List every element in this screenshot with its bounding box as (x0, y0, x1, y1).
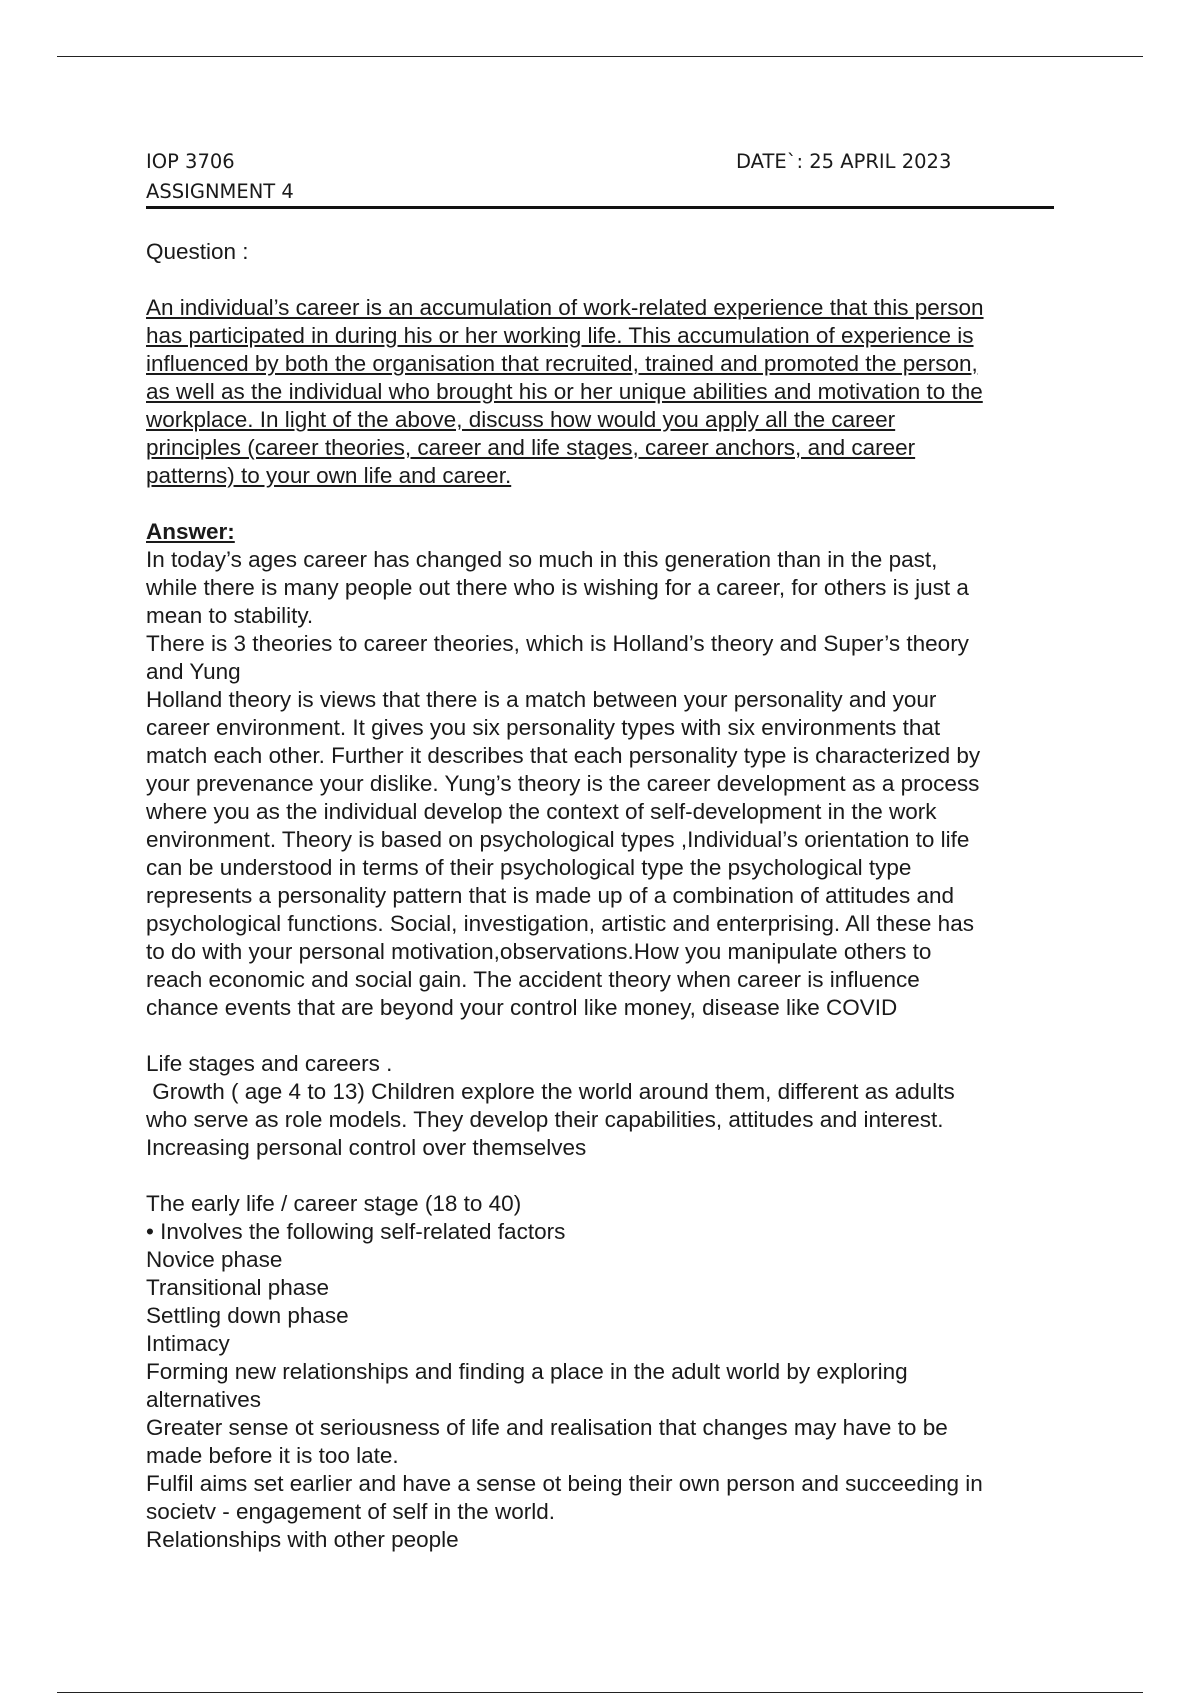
page-bottom-rule (57, 1692, 1143, 1693)
answer-line: Greater sense ot seriousness of life and realisation that changes may have to be (146, 1415, 948, 1440)
answer-line: Intimacy (146, 1331, 230, 1356)
answer-line: Fulfil aims set earlier and have a sense ot being their own person and succeeding in (146, 1471, 983, 1496)
header-rule (146, 206, 1054, 209)
question-line: workplace. In light of the above, discuss how would you apply all the career (146, 407, 896, 432)
question-label: Question : (146, 239, 249, 264)
answer-line: psychological functions. Social, investigation, artistic and enterprising. All these has (146, 911, 974, 936)
answer-line: Relationships with other people (146, 1527, 459, 1552)
document-header (146, 147, 1054, 205)
question-line: An individual’s career is an accumulation of work-related experience that this person (146, 295, 984, 320)
answer-label: Answer: (146, 519, 235, 544)
life-stages-paragraph (146, 1050, 1066, 1162)
answer-line: The early life / career stage (18 to 40) (146, 1191, 522, 1216)
paragraph-spacer (146, 1022, 1066, 1050)
question-line: has participated in during his or her working life. This accumulation of experience is (146, 323, 974, 348)
course-code: IOP 3706 (146, 150, 235, 173)
answer-line: represents a personality pattern that is made up of a combination of attitudes and (146, 883, 954, 908)
answer-line: environment. Theory is based on psychological types ,Individual’s orientation to life (146, 827, 970, 852)
answer-line: can be understood in terms of their psychological type the psychological type (146, 855, 912, 880)
page-top-rule (57, 56, 1143, 57)
answer-line: societv - engagement of self in the world. (146, 1499, 555, 1524)
answer-line: alternatives (146, 1387, 262, 1412)
answer-line: Increasing personal control over themselves (146, 1135, 587, 1160)
answer-line: Life stages and careers . (146, 1051, 393, 1076)
answer-line: Growth ( age 4 to 13) Children explore the world around them, different as adults (146, 1079, 955, 1104)
answer-line: and Yung (146, 659, 241, 684)
answer-line: Transitional phase (146, 1275, 330, 1300)
question-line: as well as the individual who brought his or her unique abilities and motivation to the (146, 379, 983, 404)
answer-line: career environment. It gives you six personality types with six environments that (146, 715, 941, 740)
answer-line: Settling down phase (146, 1303, 349, 1328)
early-life-paragraph (146, 1190, 1066, 1554)
assignment-number: ASSIGNMENT 4 (146, 180, 294, 203)
question-line: patterns) to your own life and career. (146, 463, 512, 488)
answer-line: Holland theory is views that there is a match between your personality and your (146, 687, 937, 712)
question-line: influenced by both the organisation that recruited, trained and promoted the person, (146, 351, 978, 376)
answer-line: chance events that are beyond your control like money, disease like COVID (146, 995, 898, 1020)
answer-line: • Involves the following self-related factors (146, 1219, 566, 1244)
question-line: principles (career theories, career and life stages, career anchors, and career (146, 435, 916, 460)
answer-line: while there is many people out there who is wishing for a career, for others is just a (146, 575, 969, 600)
document-body (146, 238, 1066, 1554)
answer-line: mean to stability. (146, 603, 314, 628)
answer-line: In today’s ages career has changed so much in this generation than in the past, (146, 547, 938, 572)
answer-line: Forming new relationships and finding a place in the adult world by exploring (146, 1359, 908, 1384)
answer-theories-paragraph (146, 546, 1066, 1022)
answer-line: Novice phase (146, 1247, 283, 1272)
answer-line: where you as the individual develop the context of self-development in the work (146, 799, 937, 824)
answer-line: There is 3 theories to career theories, which is Holland’s theory and Super’s theory (146, 631, 969, 656)
question-text (146, 294, 1066, 490)
answer-line: to do with your personal motivation,observations.How you manipulate others to (146, 939, 932, 964)
answer-line: match each other. Further it describes that each personality type is characterized by (146, 743, 981, 768)
paragraph-spacer (146, 1162, 1066, 1190)
answer-line: reach economic and social gain. The accident theory when career is influence (146, 967, 920, 992)
answer-line: who serve as role models. They develop their capabilities, attitudes and interest. (146, 1107, 944, 1132)
answer-line: your prevenance your dislike. Yung’s theory is the career development as a process (146, 771, 980, 796)
assignment-date: DATE`: 25 APRIL 2023 (736, 150, 952, 173)
answer-line: made before it is too late. (146, 1443, 399, 1468)
